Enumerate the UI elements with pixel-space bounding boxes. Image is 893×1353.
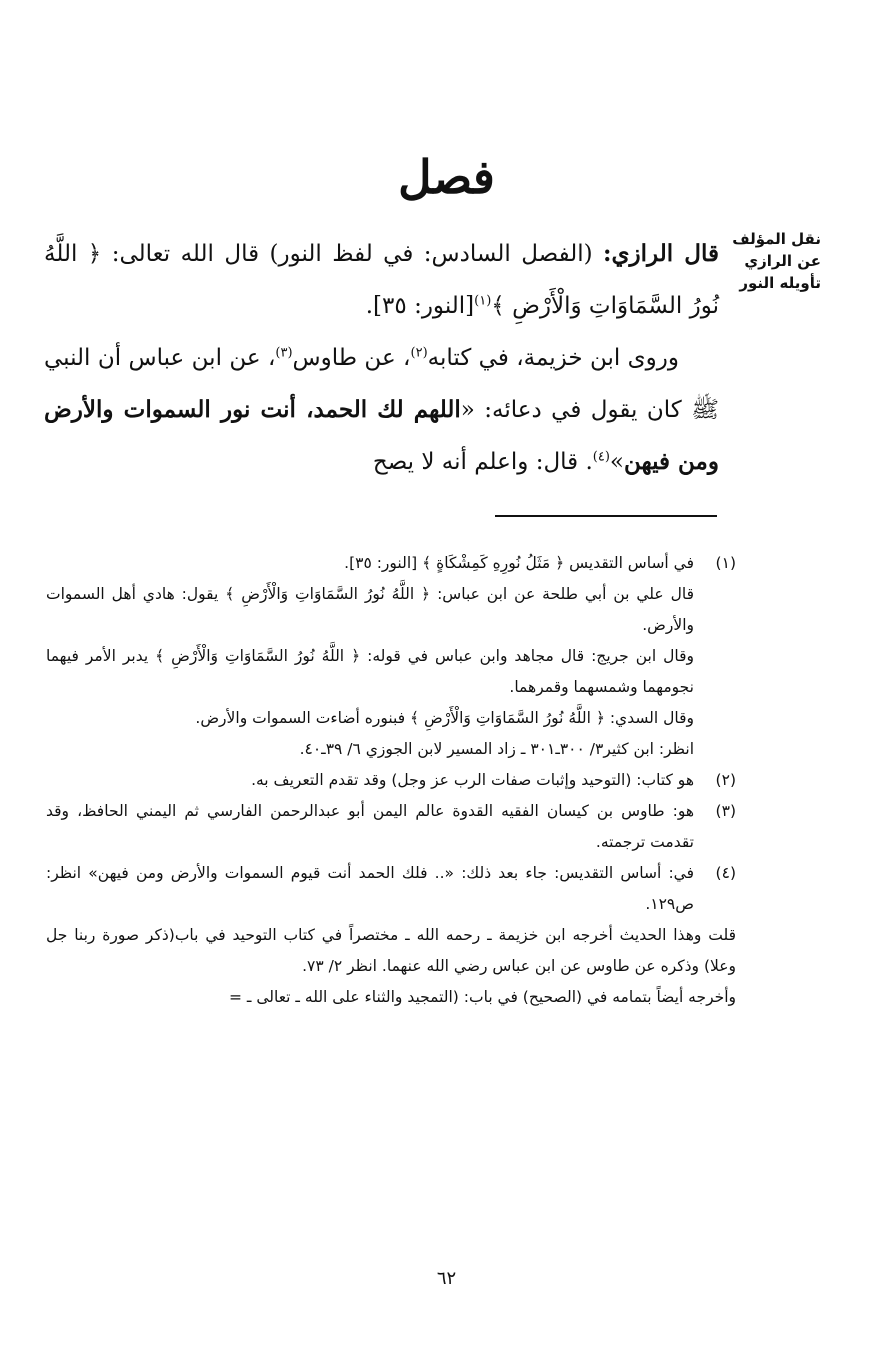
paragraph-text: . قال: واعلم أنه لا يصح [372, 449, 593, 475]
footnote [46, 765, 736, 796]
main-text [44, 228, 719, 488]
footnote-number: (٣) [715, 802, 736, 820]
footnote-line: انظر: ابن كثير٣/ ٣٠٠ـ٣٠١ ـ زاد المسير لابن الجوزي ٦/ ٣٩ـ٤٠. [299, 740, 694, 758]
page-number: ٦٢ [436, 1268, 457, 1289]
paragraph-text: (الفصل السادس: في لفظ النور) قال الله تعالى: ﴿ [77, 241, 604, 267]
footnote-ref: (١) [474, 293, 492, 309]
footnote-line: قلت وهذا الحديث أخرجه ابن خزيمة ـ رحمه الله ـ مختصراً في كتاب التوحيد في باب(ذكر صورة ربنا جل وعلا) وذكره عن طاوس عن ابن عباس رضي الله عنهما. انظر ٢/ ٧٣. [46, 926, 736, 975]
paragraph-hadith [44, 332, 719, 488]
margin-note-line: تأويله النور [739, 274, 821, 292]
footnote-line: وقال ابن جريج: قال مجاهد وابن عباس في قوله: ﴿ اللَّهُ نُورُ السَّمَاوَاتِ وَالْأَرْضِ ﴾ يدبر الأمر فيهما نجومهما وشمسهما وقمرهما. [46, 647, 694, 696]
footnote-line: وقال السدي: ﴿ اللَّهُ نُورُ السَّمَاوَاتِ وَالْأَرْضِ ﴾ فبنوره أضاءت السموات والأرض. [195, 709, 694, 727]
paragraph-text: وروى ابن خزيمة، في كتابه [427, 345, 679, 371]
paragraph-razi [44, 228, 719, 332]
footnote-line: في أساس التقديس ﴿ مَثَلُ نُورِهِ كَمِشْكَاةٍ ﴾ [النور: ٣٥]. [344, 554, 694, 572]
footnote-ref: (٤) [592, 449, 610, 465]
footnote-number: (٤) [715, 864, 736, 882]
footnote [46, 548, 736, 765]
paragraph-text: ، عن ابن عباس أن النبي ﷺ كان يقول في دعائه: « [44, 345, 719, 423]
footnote-line: هو: طاوس بن كيسان الفقيه القدوة عالم اليمن أبو عبدالرحمن الفارسي ثم اليمني الحافظ، وقد تقدمت ترجمته. [46, 802, 694, 851]
section-title: فصل [398, 150, 495, 204]
verse-citation: [النور: ٣٥]. [365, 293, 475, 319]
footnote-ref: (٣) [275, 345, 293, 361]
footnote-line: في: أساس التقديس: جاء بعد ذلك: «.. فلك الحمد أنت قيوم السموات والأرض ومن فيهن» انظر: ص١٢٩. [46, 864, 694, 913]
razi-heading: قال الرازي: [603, 240, 719, 267]
footnote-number: (١) [715, 554, 736, 572]
margin-note-line: عن الرازي [744, 252, 821, 270]
quran-verse: اللَّهُ نُورُ السَّمَاوَاتِ وَالْأَرْضِ [44, 241, 719, 319]
footnote-number: (٢) [715, 771, 736, 789]
footnote [46, 796, 736, 858]
footnote-line: هو كتاب: (التوحيد وإثبات صفات الرب عز وجل) وقد تقدم التعريف به. [251, 771, 694, 789]
margin-note [701, 228, 821, 294]
verse-bracket: ﴾ [491, 293, 513, 319]
footnote-separator [495, 515, 717, 517]
footnote [46, 858, 736, 1013]
footnote-line: قال علي بن أبي طلحة عن ابن عباس: ﴿ اللَّهُ نُورُ السَّمَاوَاتِ وَالْأَرْضِ ﴾ يقول: هادي أهل السموات والأرض. [46, 585, 694, 634]
quote-close: » [609, 449, 624, 475]
footnote-line: وأخرجه أيضاً بتمامه في (الصحيح) في باب: (التمجيد والثناء على الله ـ تعالى ـ = [228, 988, 736, 1006]
hadith-quote: اللهم لك الحمد، أنت نور السموات والأرض ومن فيهن [44, 396, 719, 475]
footnotes [46, 548, 736, 1013]
margin-note-line: نقل المؤلف [732, 230, 821, 248]
footnote-ref: (٢) [410, 345, 428, 361]
paragraph-text: ، عن طاوس [292, 345, 411, 371]
